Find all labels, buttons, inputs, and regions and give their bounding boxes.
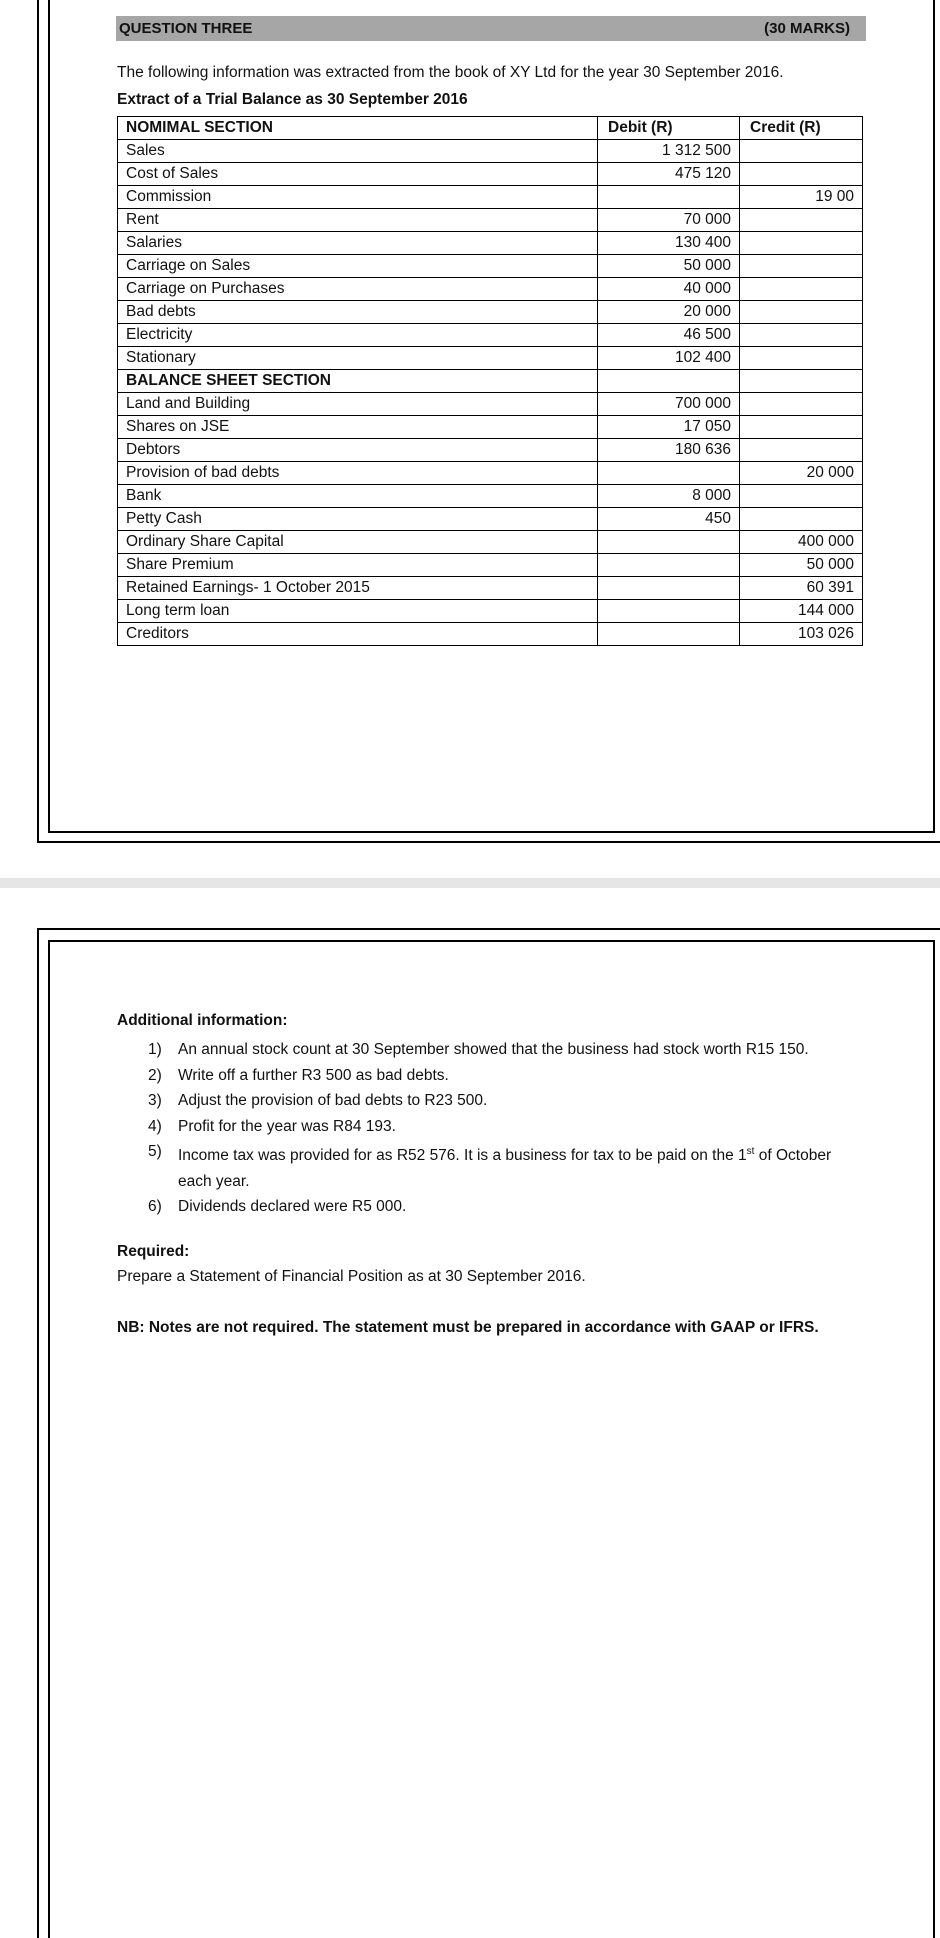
list-item-number: 6) — [148, 1198, 162, 1216]
header-credit: Credit (R) — [740, 117, 863, 140]
table-row — [118, 324, 863, 347]
table-row — [118, 554, 863, 577]
table-row — [118, 623, 863, 646]
row-label: Carriage on Sales — [118, 255, 598, 278]
table-section-row — [118, 370, 863, 393]
table-row — [118, 163, 863, 186]
row-debit — [598, 554, 740, 577]
row-credit — [740, 508, 863, 531]
table-row — [118, 301, 863, 324]
question-title: QUESTION THREE — [119, 20, 253, 37]
row-credit — [740, 301, 863, 324]
table-row — [118, 416, 863, 439]
list-item-number: 4) — [148, 1117, 162, 1135]
list-item-text: An annual stock count at 30 September showed that the business had stock worth R15 150. — [178, 1041, 809, 1058]
row-debit — [598, 531, 740, 554]
row-label: Rent — [118, 209, 598, 232]
row-credit — [740, 140, 863, 163]
row-debit: 17 050 — [598, 416, 740, 439]
table-row — [118, 508, 863, 531]
table-row — [118, 347, 863, 370]
row-debit — [598, 462, 740, 485]
row-label: Share Premium — [118, 554, 598, 577]
row-credit — [740, 278, 863, 301]
table-row — [118, 531, 863, 554]
row-debit: 475 120 — [598, 163, 740, 186]
list-item-number: 3) — [148, 1092, 162, 1109]
row-label: Provision of bad debts — [118, 462, 598, 485]
row-credit — [740, 393, 863, 416]
list-item-text: Adjust the provision of bad debts to R23 500. — [178, 1092, 488, 1109]
row-credit — [740, 163, 863, 186]
row-credit — [740, 209, 863, 232]
table-row — [118, 485, 863, 508]
row-credit — [740, 485, 863, 508]
row-label: Cost of Sales — [118, 163, 598, 186]
header-section: NOMIMAL SECTION — [118, 117, 598, 140]
table-row — [118, 232, 863, 255]
list-item-text — [178, 1139, 868, 1194]
row-debit: 450 — [598, 508, 740, 531]
row-label: Creditors — [118, 623, 598, 646]
row-label: Commission — [118, 186, 598, 209]
table-header-row — [118, 117, 863, 140]
list-item-superscript: st — [746, 1146, 755, 1157]
row-credit: 103 026 — [740, 623, 863, 646]
row-debit — [598, 370, 740, 393]
row-credit: 400 000 — [740, 531, 863, 554]
table-row — [118, 255, 863, 278]
row-credit — [740, 370, 863, 393]
additional-info-title: Additional information: — [117, 1012, 288, 1029]
row-label: Salaries — [118, 232, 598, 255]
list-item — [148, 1063, 868, 1089]
table-row — [118, 600, 863, 623]
row-debit: 700 000 — [598, 393, 740, 416]
row-credit — [740, 347, 863, 370]
question-marks: (30 MARKS) — [764, 20, 850, 37]
additional-info-list — [148, 1037, 868, 1220]
intro-text: The following information was extracted from the book of XY Ltd for the year 30 September 2016. — [117, 64, 784, 81]
list-item-text-pre: Income tax was provided for as R52 576. It is a business for tax to be paid on the 1 — [178, 1147, 747, 1165]
row-label: Retained Earnings- 1 October 2015 — [118, 577, 598, 600]
row-credit: 19 00 — [740, 186, 863, 209]
row-label: Long term loan — [118, 600, 598, 623]
nb-note: NB: Notes are not required. The statement must be prepared in accordance with GAAP or IFRS. — [117, 1319, 819, 1336]
trial-balance-table — [117, 116, 863, 646]
row-debit: 40 000 — [598, 278, 740, 301]
table-row — [118, 439, 863, 462]
list-item-text: Profit for the year was R84 193. — [178, 1117, 396, 1135]
row-label: Sales — [118, 140, 598, 163]
row-credit: 20 000 — [740, 462, 863, 485]
list-item-number: 1) — [148, 1041, 162, 1058]
list-item — [148, 1139, 868, 1194]
row-label: Bad debts — [118, 301, 598, 324]
list-item — [148, 1194, 868, 1220]
row-label: Stationary — [118, 347, 598, 370]
row-debit: 130 400 — [598, 232, 740, 255]
extract-title: Extract of a Trial Balance as 30 September 2016 — [117, 91, 468, 108]
table-row — [118, 186, 863, 209]
question-header-bar — [116, 16, 866, 41]
row-credit — [740, 416, 863, 439]
list-item-text: Dividends declared were R5 000. — [178, 1198, 407, 1216]
required-text: Prepare a Statement of Financial Position as at 30 September 2016. — [117, 1268, 586, 1285]
row-label: Carriage on Purchases — [118, 278, 598, 301]
row-debit — [598, 186, 740, 209]
row-debit — [598, 577, 740, 600]
list-item-number: 5) — [148, 1143, 162, 1160]
row-credit — [740, 232, 863, 255]
row-debit: 8 000 — [598, 485, 740, 508]
row-credit — [740, 324, 863, 347]
row-debit — [598, 600, 740, 623]
table-row — [118, 577, 863, 600]
row-label: Ordinary Share Capital — [118, 531, 598, 554]
list-item-text-post: of October each year. — [178, 1147, 832, 1190]
row-label: Shares on JSE — [118, 416, 598, 439]
header-debit: Debit (R) — [598, 117, 740, 140]
row-debit — [598, 623, 740, 646]
table-row — [118, 209, 863, 232]
row-credit — [740, 439, 863, 462]
row-label: Electricity — [118, 324, 598, 347]
page-separator — [0, 878, 940, 888]
list-item — [148, 1037, 868, 1063]
row-label: Debtors — [118, 439, 598, 462]
table-row — [118, 393, 863, 416]
row-debit: 46 500 — [598, 324, 740, 347]
table-row — [118, 140, 863, 163]
row-credit: 144 000 — [740, 600, 863, 623]
row-debit: 180 636 — [598, 439, 740, 462]
row-credit: 50 000 — [740, 554, 863, 577]
table-row — [118, 278, 863, 301]
list-item — [148, 1088, 868, 1114]
row-debit: 1 312 500 — [598, 140, 740, 163]
row-debit: 70 000 — [598, 209, 740, 232]
table-row — [118, 462, 863, 485]
row-debit: 102 400 — [598, 347, 740, 370]
row-label: Land and Building — [118, 393, 598, 416]
row-label: Bank — [118, 485, 598, 508]
row-debit: 20 000 — [598, 301, 740, 324]
list-item — [148, 1114, 868, 1140]
list-item-number: 2) — [148, 1066, 162, 1084]
row-label: Petty Cash — [118, 508, 598, 531]
row-credit: 60 391 — [740, 577, 863, 600]
row-label: BALANCE SHEET SECTION — [118, 370, 598, 393]
row-debit: 50 000 — [598, 255, 740, 278]
list-item-text: Write off a further R3 500 as bad debts. — [178, 1066, 449, 1084]
row-credit — [740, 255, 863, 278]
required-title: Required: — [117, 1243, 190, 1260]
